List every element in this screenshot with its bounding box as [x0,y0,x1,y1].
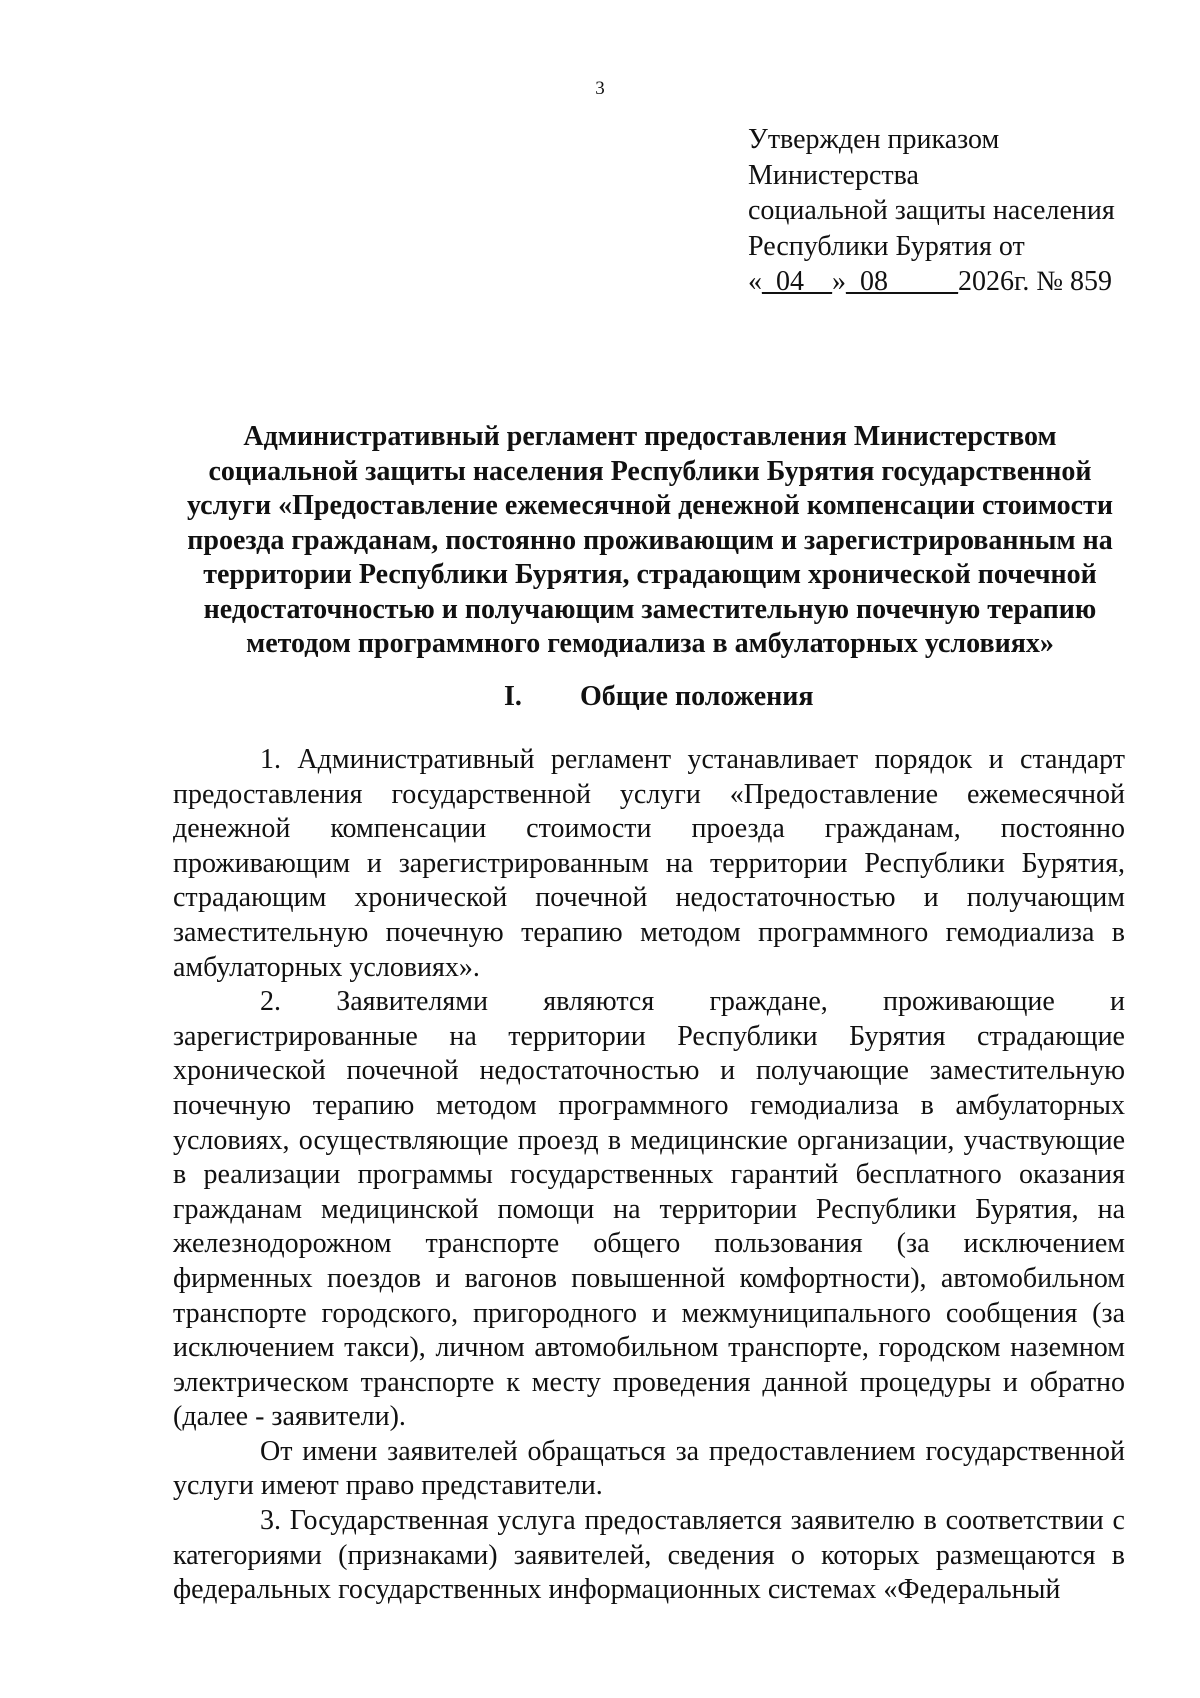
section-title: Общие положения [580,681,814,712]
approval-line: Утвержден приказом [748,124,1000,155]
approval-year-number: 2026г. № 859 [958,266,1113,297]
paragraph: 1. Административный регламент устанавливает порядок и стандарт предоставления государственной услуги «Предоставление ежемесячной денежной компенсации стоимости проезда гражданам, постоянно проживающим и зарегистрированным на территории Республики Бурятия, страдающим хронической почечной недостаточностью и получающим заместительную почечную терапию методом программного гемодиализа в амбулаторных условиях». [173,744,1125,983]
paragraph: 2. Заявителями являются граждане, проживающие и зарегистрированные на территории Республики Бурятия страдающие хронической почечной недостаточностью и получающие заместительную почечную терапию методом программного гемодиализа в амбулаторных условиях, осуществляющие проезд в медицинские организации, участвующие в реализации программы государственных гарантий бесплатного оказания гражданам медицинской помощи на территории Республики Бурятия, на железнодорожном транспорте общего пользования (за исключением фирменных поездов и вагонов повышенной комфортности), автомобильном транспорте городского, пригородного и межмуниципального сообщения (за исключением такси), личном автомобильном транспорте, городском наземном электрическом транспорте к месту проведения данной процедуры и обратно (далее - заявители). [173,986,1125,1433]
approval-line: Министерства [748,159,919,191]
approval-line: социальной защиты населения [748,195,1115,226]
section-number: I. [504,681,522,712]
approval-stamp-block [748,122,1115,300]
paragraph: 3. Государственная услуга предоставляется заявителю в соответствии с категориями (признаками) заявителей, сведения о которых размещаются в федеральных государственных информационных системах «Федеральный [173,1505,1125,1606]
approval-day: _04__ [762,266,832,297]
approval-month: _08_____ [846,266,958,297]
date-close-quote: » [832,266,846,297]
paragraph: От имени заявителей обращаться за предоставлением государственной услуги имеют право представители. [173,1435,1125,1502]
document-title: Административный регламент предоставления Министерством социальной защиты населения Республики Бурятия государственной услуги «Предоставление ежемесячной денежной компенсации стоимости проезда гражданам, постоянно проживающим и зарегистрированным на территории Республики Бурятия, страдающим хронической почечной недостаточностью и получающим заместительную почечную терапию методом программного гемодиализа в амбулаторных условиях» [187,421,1113,659]
page-number: 3 [595,78,605,99]
body-text [173,743,1125,1608]
approval-date-line [748,264,1115,300]
date-open-quote: « [748,266,762,297]
approval-line: Республики Бурятия от [748,230,1025,262]
